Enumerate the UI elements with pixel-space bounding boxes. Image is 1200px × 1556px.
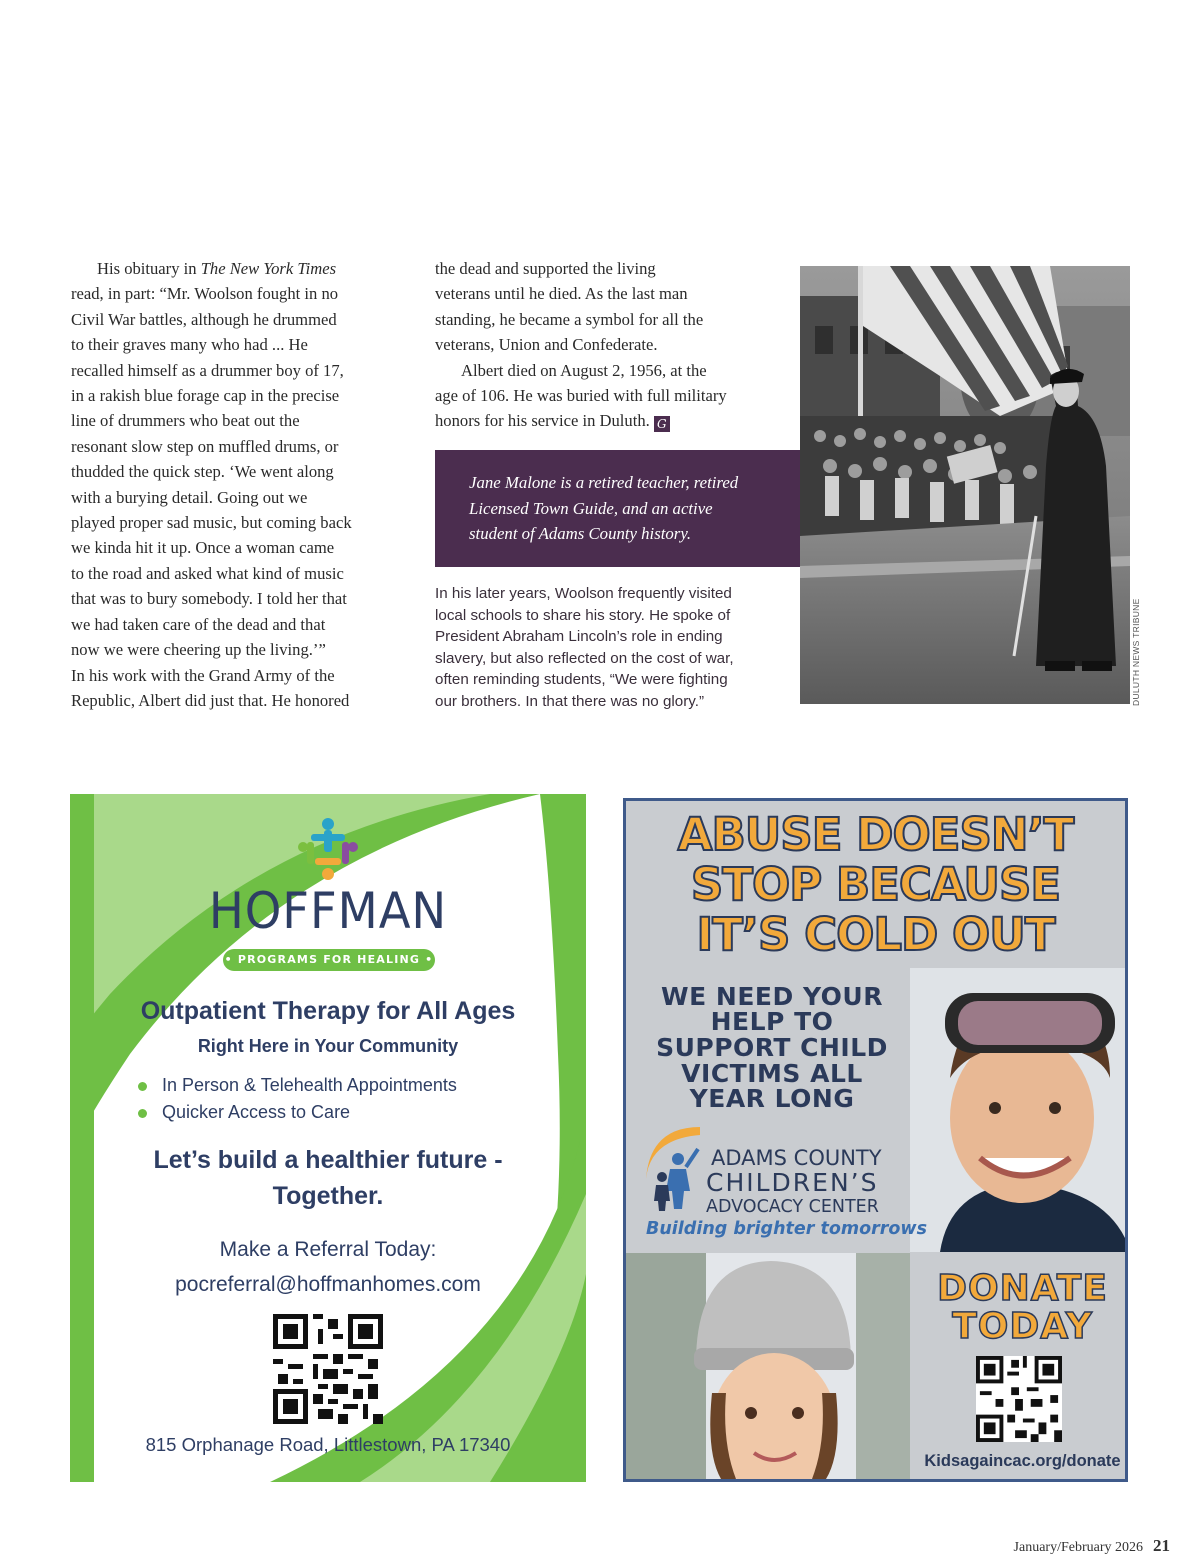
- ad-headline: Outpatient Therapy for All Ages: [140, 997, 516, 1025]
- ad-headline-line: IT’S COLD OUT: [696, 908, 1055, 961]
- hoffman-tagline: • PROGRAMS FOR HEALING •: [223, 949, 435, 971]
- org-slogan: Building brighter tomorrows: [646, 1219, 928, 1239]
- referral-label: Make a Referral Today:: [219, 1238, 437, 1261]
- cac-ad-panel: [626, 801, 1125, 1479]
- photo-illustration: [800, 266, 1130, 704]
- bullet-item: Quicker Access to Care: [162, 1102, 350, 1123]
- article-line: read, in part: “Mr. Woolson fought in no: [71, 284, 339, 304]
- article-line: In his work with the Grand Army of the: [71, 665, 335, 685]
- ad-need-line: HELP TO: [710, 1007, 834, 1036]
- article-line: that was to bury somebody. I told her that: [71, 589, 347, 609]
- referral-email[interactable]: pocreferral@hoffmanhomes.com: [175, 1273, 481, 1296]
- caption-line: often reminding students, “We were fighting: [435, 671, 728, 689]
- caption-line: In his later years, Woolson frequently visited: [435, 585, 732, 602]
- article-line: to the road and asked what kind of music: [71, 563, 344, 583]
- boy-illustration: [910, 968, 1125, 1252]
- hoffman-brand: HOFFMAN: [208, 882, 448, 940]
- ad-closing-line: Together.: [272, 1182, 384, 1210]
- article-line: the dead and supported the living: [435, 259, 656, 278]
- org-name-line: ADAMS COUNTY: [711, 1146, 882, 1170]
- cac-logo-icon: [640, 1119, 710, 1219]
- article-column-2: [435, 256, 785, 434]
- article-line: played proper sad music, but coming back: [71, 513, 352, 533]
- photo-caption: [435, 583, 795, 713]
- ad-address: 815 Orphanage Road, Littlestown, PA 17340: [145, 1434, 511, 1455]
- ad-headline-line: STOP BECAUSE: [690, 858, 1061, 911]
- hoffman-ad: [70, 794, 586, 1482]
- article-column-1: [71, 256, 411, 713]
- cac-ad: [623, 798, 1128, 1482]
- article-line: veterans until he died. As the last man: [435, 284, 688, 304]
- donate-line: DONATE: [937, 1268, 1108, 1309]
- org-name-line: CHILDREN’S: [706, 1168, 879, 1197]
- article-line: we kinda hit it up. Once a woman came: [71, 538, 335, 558]
- article-line: His obituary in The New York Times: [97, 259, 337, 278]
- article-line: age of 106. He was buried with full military: [435, 386, 727, 406]
- qr-code-icon[interactable]: [976, 1356, 1062, 1442]
- article-line: resonant slow step on muffled drums, or: [71, 436, 339, 456]
- article-line: veterans, Union and Confederate.: [435, 335, 658, 355]
- article-line: Republic, Albert did just that. He honored: [71, 690, 350, 710]
- article-line: Albert died on August 2, 1956, at the: [461, 360, 707, 380]
- article-line: line of drummers who beat out the: [71, 411, 300, 431]
- bio-line: Licensed Town Guide, and an active: [469, 498, 713, 518]
- author-bio: [469, 470, 789, 547]
- article-line: in a rakish blue forage cap in the precise: [71, 386, 340, 406]
- article-line: recalled himself as a drummer boy of 17,: [71, 360, 344, 380]
- ad-closing-line: Let’s build a healthier future -: [153, 1146, 503, 1174]
- article-line: Civil War battles, although he drummed: [71, 309, 337, 329]
- bullet-item: In Person & Telehealth Appointments: [162, 1075, 457, 1096]
- article-line: standing, he became a symbol for all the: [435, 309, 704, 329]
- ad-need-line: YEAR LONG: [689, 1084, 855, 1113]
- boy-photo: [910, 968, 1125, 1252]
- publication-title: The New York Times: [200, 259, 337, 278]
- ad-headline-line: ABUSE DOESN’T: [677, 808, 1074, 861]
- girl-photo: [626, 1253, 910, 1479]
- article-line: now we were cheering up the living.’”: [71, 640, 326, 660]
- org-name-line: ADVOCACY CENTER: [706, 1197, 879, 1217]
- ad-subheadline: Right Here in Your Community: [197, 1036, 459, 1056]
- article-line: we had taken care of the dead and that: [71, 614, 326, 634]
- ad-need-line: WE NEED YOUR: [661, 982, 883, 1011]
- page-number: 21: [1153, 1536, 1170, 1555]
- bio-line: student of Adams County history.: [469, 524, 692, 543]
- caption-line: slavery, but also reflected on the cost of war,: [435, 649, 734, 667]
- article-line: to their graves many who had ... He: [71, 335, 308, 355]
- page-footer: [900, 1536, 1170, 1556]
- bio-line: Jane Malone is a retired teacher, retired: [469, 473, 739, 492]
- ad-need-line: SUPPORT CHILD: [656, 1033, 888, 1062]
- donate-url[interactable]: Kidsagaincac.org/donate: [924, 1452, 1121, 1470]
- author-bio-box: [435, 450, 800, 567]
- publication-date: January/February 2026: [1013, 1540, 1143, 1555]
- bullet-icon: [138, 1109, 147, 1118]
- girl-illustration: [626, 1253, 910, 1479]
- bullet-icon: [138, 1082, 147, 1091]
- historical-photo: [800, 266, 1130, 704]
- qr-code-icon[interactable]: [273, 1314, 383, 1424]
- donate-line: TODAY: [952, 1306, 1093, 1347]
- article-line: thudded the quick step. ‘We went along: [71, 462, 334, 482]
- photo-credit: DULUTH NEWS TRIBUNE: [1131, 598, 1141, 706]
- article-line: honors for his service in Duluth. G: [435, 408, 785, 433]
- caption-line: local schools to share his story. He spoke of: [435, 606, 731, 624]
- end-mark-icon: G: [654, 416, 670, 432]
- caption-line: our brothers. In that there was no glory.”: [435, 692, 705, 710]
- caption-line: President Abraham Lincoln’s role in ending: [435, 628, 723, 646]
- article-line: with a burying detail. Going out we: [71, 487, 308, 507]
- ad-need-line: VICTIMS ALL: [681, 1059, 863, 1088]
- hoffman-logo-icon: [293, 814, 363, 884]
